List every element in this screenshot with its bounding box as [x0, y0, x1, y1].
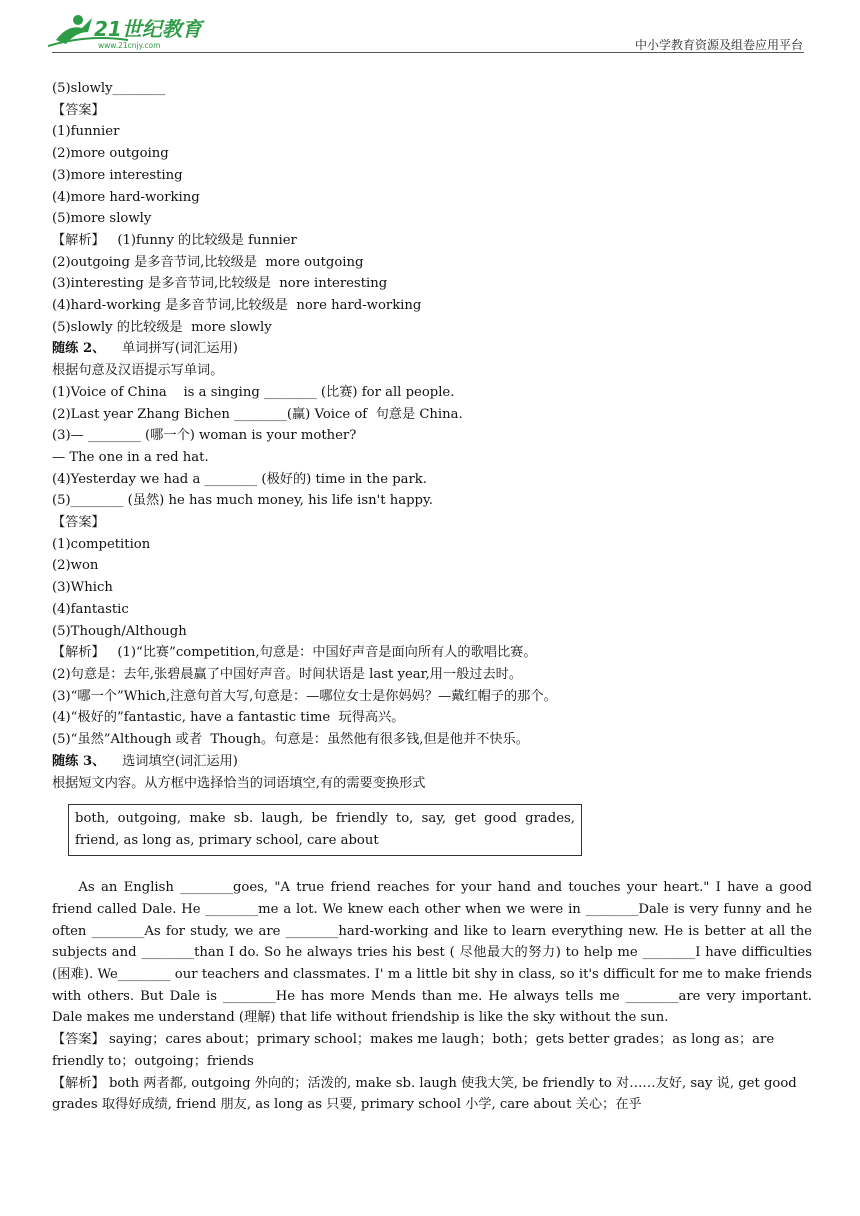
text-line: (5)slowly 的比较级是 more slowly: [52, 319, 272, 335]
answer-heading: 【答案】: [52, 515, 105, 531]
text-line: (3)interesting 是多音节词,比较级是 nore interesting: [52, 276, 388, 292]
text-line: (2)Last year Zhang Bichen ________(赢) Voice of 句意是 China.: [52, 406, 463, 422]
text-line: (2)more outgoing: [52, 146, 169, 162]
site-logo[interactable]: [48, 10, 228, 52]
text-line: (3)— ________ (哪一个) woman is your mother?: [52, 428, 357, 444]
exercise-2-title: 单词拼写(词汇运用): [105, 341, 238, 357]
text-line: (5)“虽然”Although 或者 Though。句意是：虽然他有很多钱,但是他并不快乐。: [52, 732, 529, 748]
text-line: (3)Which: [52, 580, 113, 596]
text-line: (2)won: [52, 558, 99, 574]
text-line: (4)Yesterday we had a ________ (极好的) time in the park.: [52, 471, 427, 487]
text-line: (1)competition: [52, 536, 151, 552]
exercise-3-heading: [52, 751, 812, 773]
text-line: (3)“哪一个”Which,注意句首大写,句意是：—哪位女士是你妈妈？—戴红帽子的那个。: [52, 688, 557, 704]
exercise-3-label: 随练 3、: [52, 753, 106, 769]
text-line: (1)Voice of China is a singing ________ (比赛) for all people.: [52, 384, 455, 400]
text-line: (2)outgoing 是多音节词,比较级是 more outgoing: [52, 254, 364, 270]
text-line: (4)“极好的”fantastic, have a fantastic time 玩得高兴。: [52, 710, 405, 726]
analysis-line: 【解析】 (1)funny 的比较级是 funnier: [52, 232, 297, 248]
text-line: (3)more interesting: [52, 167, 183, 183]
text-line: (2)句意是：去年,张碧晨赢了中国好声音。时间状语是 last year,用一般过去时。: [52, 666, 523, 682]
exercise-2-label: 随练 2、: [52, 341, 106, 357]
logo-graphic: [48, 10, 228, 52]
exercise-2-heading: [52, 338, 812, 360]
text-line: (5)________ (虽然) he has much money, his life isn't happy.: [52, 493, 433, 509]
text-line: (5)Though/Although: [52, 623, 187, 639]
analysis-line: 【解析】 (1)“比赛”competition,句意是：中国好声音是面向所有人的歌唱比赛。: [52, 645, 537, 661]
text-line: (5)slowly________: [52, 81, 166, 96]
answer-line: 【答案】 saying；cares about；primary school；makes me laugh；both；gets better grades；as long as；are friendly to；outgoing；friends: [52, 1032, 775, 1069]
analysis-line: 【解析】 both 两者都, outgoing 外向的；活泼的, make sb. laugh 使我大笑, be friendly to 对……友好, say 说, get good grades 取得好成绩, friend 朋友, as long as 只要, primary school 小学, care about 关心；在乎: [52, 1075, 797, 1113]
spacer: [52, 856, 812, 877]
answer-heading: 【答案】: [52, 102, 105, 118]
text-line: (1)funnier: [52, 124, 120, 140]
logo-text: 21世纪教育: [94, 17, 202, 41]
exercise-3-title: 选词填空(词汇运用): [105, 753, 238, 769]
logo-url: www.21cnjy.com: [98, 41, 161, 50]
header-divider: [52, 52, 804, 53]
text-line: (5)more slowly: [52, 211, 152, 227]
page-header: [0, 0, 860, 58]
word-bank-box: both, outgoing, make sb. laugh, be friendly to, say, get good grades, friend, as long as, primary school, care about: [68, 804, 582, 856]
reading-passage: As an English ________goes, "A true friend reaches for your hand and touches your heart." I have a good friend called Dale. He ________me a lot. We knew each other when we were in ________Dale is very funny and he often ________As for study, we are ________hard-working and like to learn everything new. He is better at all the subjects and ________than I do. So he always tries his best ( 尽他最大的努力) to help me ________I have difficulties (困难). We________ our teachers and classmates. I' m a little bit shy in class, so it's difficult for me to make friends with others. But Dale is ________He has more Mends than me. He always tells me ________are very important. Dale makes me understand (理解) that life without friendship is like the sky without the sun.: [52, 880, 812, 1026]
text-line: (4)hard-working 是多音节词,比较级是 nore hard-working: [52, 298, 422, 314]
text-line: — The one in a red hat.: [52, 449, 209, 465]
exercise-3-instruction: 根据短文内容。从方框中选择恰当的词语填空,有的需要变换形式: [52, 775, 426, 791]
document-body: [52, 78, 812, 1116]
text-line: (4)more hard-working: [52, 189, 200, 205]
text-line: (4)fantastic: [52, 601, 129, 617]
text-line: 根据句意及汉语提示写单词。: [52, 363, 224, 379]
header-platform-name: 中小学教育资源及组卷应用平台: [634, 38, 803, 52]
